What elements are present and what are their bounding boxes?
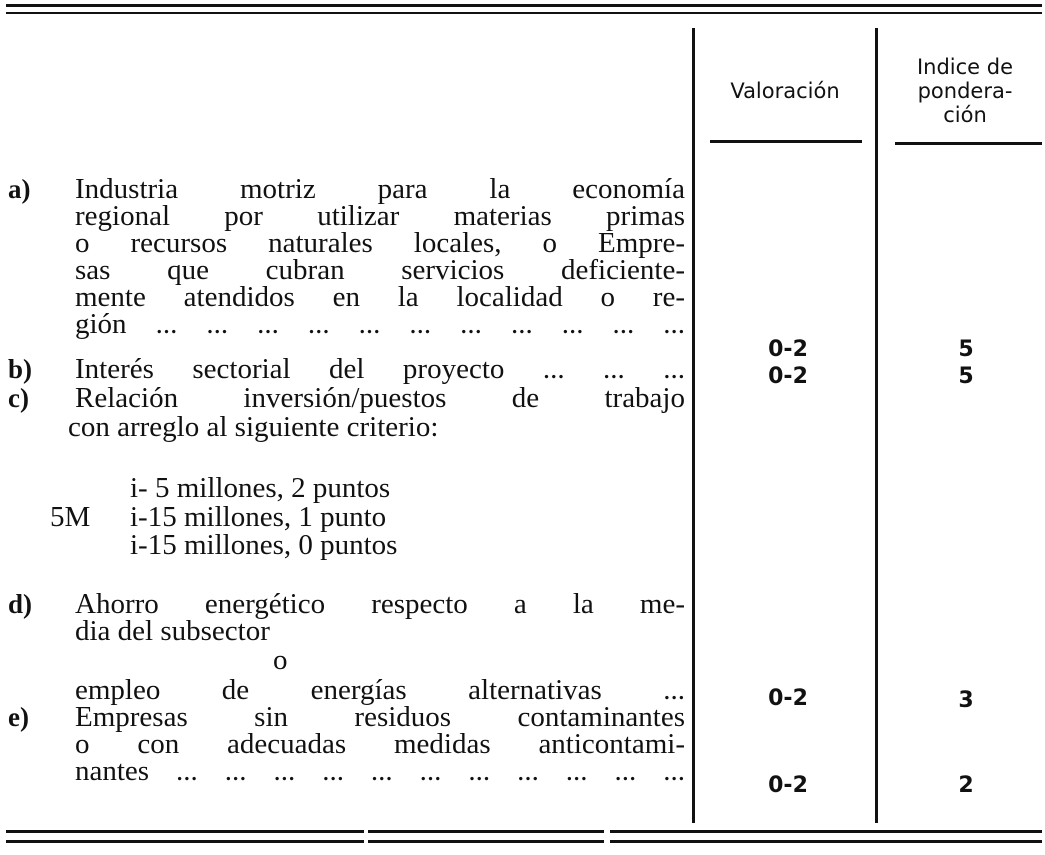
item-d-last-line: empleo de energías alternativas ... xyxy=(75,674,685,706)
bottom-rule-2a xyxy=(6,840,364,843)
item-a-line-4: sas que cubran servicios deficiente- xyxy=(75,254,685,286)
item-a-line-1: Industria motriz para la economía xyxy=(75,173,685,205)
top-rule-2 xyxy=(6,12,1042,14)
item-d-line-1: Ahorro energético respecto a la me- xyxy=(75,588,685,620)
header-underline-valoracion xyxy=(710,140,862,143)
item-a-line-3: o recursos naturales locales, o Empre- xyxy=(75,227,685,259)
item-d-label: d) xyxy=(8,589,33,619)
item-e-line-1: Empresas sin residuos contaminantes xyxy=(75,701,685,733)
item-a-line-6: gión ... ... ... ... ... ... ... ... ... ... ... xyxy=(75,308,685,340)
item-d-line-2: dia del subsector xyxy=(75,615,270,647)
header-valoracion: Valoración xyxy=(730,79,840,103)
item-b-label: b) xyxy=(8,354,33,384)
bottom-rule-1c xyxy=(610,830,1042,833)
item-c-criterion-2: i-15 millones, 1 punto xyxy=(130,501,387,533)
item-d-valoracion: 0-2 xyxy=(768,686,808,711)
item-c-criterion-3: i-15 millones, 0 puntos xyxy=(130,529,398,561)
item-e-valoracion: 0-2 xyxy=(768,773,808,798)
header-indice-line2: pondera- xyxy=(917,79,1013,103)
column-divider-1 xyxy=(692,28,695,823)
bottom-rule-1b xyxy=(368,830,604,833)
item-b-valoracion: 0-2 xyxy=(768,364,808,389)
item-c-criteria-prefix: 5M xyxy=(50,501,91,533)
item-e-line-3: nantes ... ... ... ... ... ... ... ... ... ... ... xyxy=(75,755,685,787)
bottom-rule-2c xyxy=(610,840,1042,843)
header-underline-indice xyxy=(895,142,1042,145)
item-b-text: Interés sectorial del proyecto ... ... ... xyxy=(75,353,685,385)
item-a-line-2: regional por utilizar materias primas xyxy=(75,200,685,232)
item-e-label: e) xyxy=(8,702,29,732)
item-c-line-2: con arreglo al siguiente criterio: xyxy=(68,411,439,443)
item-c-line-1: Relación inversión/puestos de trabajo xyxy=(75,382,685,414)
item-c-label: c) xyxy=(8,383,29,413)
item-e-line-2: o con adecuadas medidas anticontami- xyxy=(75,728,685,760)
item-a-valoracion: 0-2 xyxy=(768,337,808,362)
item-a-indice: 5 xyxy=(958,337,974,362)
column-divider-2 xyxy=(875,28,878,823)
item-a-line-5: mente atendidos en la localidad o re- xyxy=(75,281,685,313)
item-d-indice: 3 xyxy=(958,688,974,713)
bottom-rule-2b xyxy=(368,840,604,843)
item-e-indice: 2 xyxy=(958,773,974,798)
item-c-criterion-1: i- 5 millones, 2 puntos xyxy=(130,472,391,504)
header-indice-line1: Indice de xyxy=(916,55,1014,79)
item-d-connector: o xyxy=(273,644,288,676)
item-b-indice: 5 xyxy=(958,364,974,389)
top-rule-1 xyxy=(6,4,1042,7)
item-a-label: a) xyxy=(8,174,31,204)
header-indice-line3: ción xyxy=(943,103,987,127)
bottom-rule-1a xyxy=(6,830,364,833)
